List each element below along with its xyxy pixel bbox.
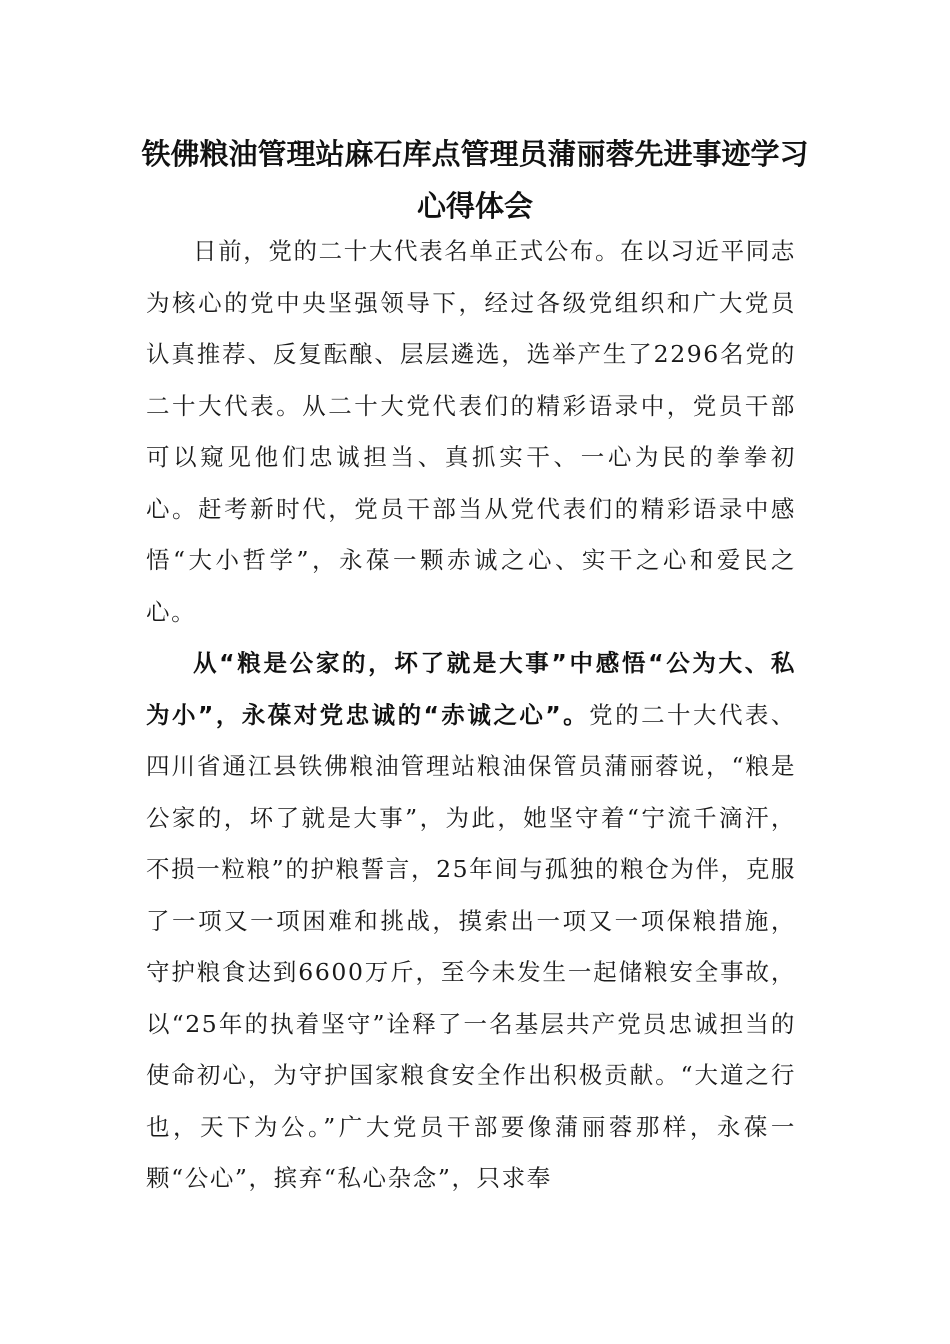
paragraph-section-1 (146, 638, 796, 1205)
paragraph-intro (146, 226, 796, 638)
paragraph-text: 党的二十大代表、四川省通江县铁佛粮油管理站粮油保管员蒲丽蓉说，“粮是公家的，坏了就是大事”，为此，她坚守着“宁流千滴汗，不损一粒粮”的护粮誓言，25年间与孤独的粮仓为伴，克服了一项又一项困难和挑战，摸索出一项又一项保粮措施，守护粮食达到6600万斤，至今未发生一起储粮安全事故，以“25年的执着坚守”诠释了一名基层共产党员忠诚担当的使命初心，为守护国家粮食安全作出积极贡献。“大道之行也，天下为公。”广大党员干部要像蒲丽蓉那样，永葆一颗“公心”，摈弃“私心杂念”，只求奉 (146, 700, 796, 1192)
document-title: 铁佛粮油管理站麻石库点管理员蒲丽蓉先进事迹学习心得体会 (141, 137, 809, 223)
document-body (146, 226, 796, 1205)
paragraph-text: 日前，党的二十大代表名单正式公布。在以习近平同志为核心的党中央坚强领导下，经过各级党组织和广大党员认真推荐、反复酝酿、层层遴选，选举产生了2296名党的二十大代表。从二十大党代表们的精彩语录中，党员干部可以窥见他们忠诚担当、真抓实干、一心为民的拳拳初心。赶考新时代，党员干部当从党代表们的精彩语录中感悟“大小哲学”，永葆一颗赤诚之心、实干之心和爱民之心。 (146, 237, 796, 626)
paragraph-lead-heading: 从“粮是公家的，坏了就是大事”中感悟“公为大、私为小”，永葆对党忠诚的“赤诚之心”。 (146, 649, 796, 729)
